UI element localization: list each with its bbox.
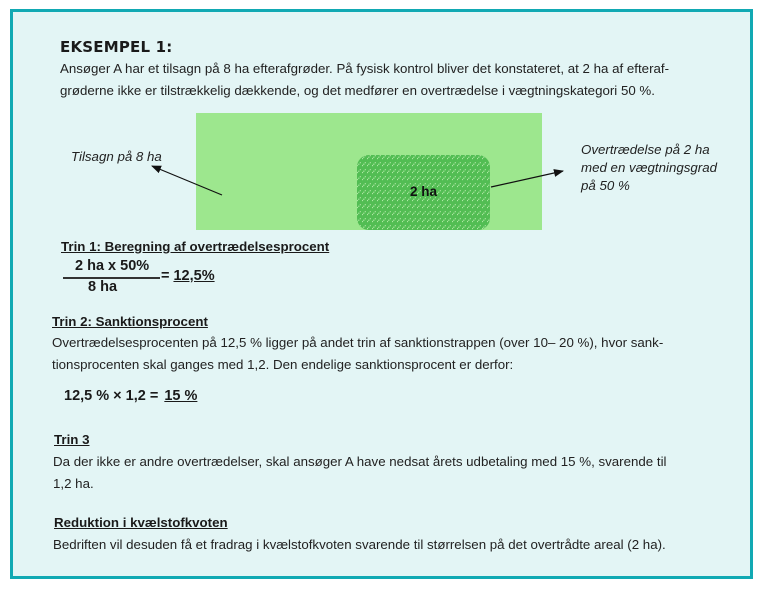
step2-heading: Trin 2: Sanktionsprocent (52, 314, 208, 329)
violation-label-line: Overtrædelse på 2 ha (581, 142, 710, 157)
nitrogen-heading: Reduktion i kvælstofkvoten (54, 515, 228, 530)
fraction-denominator: 8 ha (88, 279, 118, 295)
intro-line: grøderne ikke er tilstrækkelig dækkende, og det medfører en overtrædelse i vægtningskategori 50 %. (60, 83, 655, 98)
step3-line: 1,2 ha. (53, 476, 94, 491)
example-box (10, 9, 753, 579)
violation-label (581, 141, 751, 195)
step2-paragraph (52, 332, 663, 376)
violation-area-label: 2 ha (409, 184, 437, 199)
intro-line: Ansøger A har et tilsagn på 8 ha efterafgrøder. På fysisk kontrol bliver det konstateret, at 2 ha af efteraf- (60, 61, 670, 76)
arrow-to-violation-label (491, 171, 563, 187)
step1-result (161, 268, 215, 284)
step3-heading: Trin 3 (54, 432, 90, 447)
equals-sign: = (161, 268, 170, 284)
fraction-numerator: 2 ha x 50% (75, 258, 150, 274)
step2-result-value: 15 % (164, 388, 198, 404)
step3-line: Da der ikke er andre overtrædelser, skal ansøger A have nedsat årets udbetaling med 15 %, svarende til (53, 454, 667, 469)
step2-line: Overtrædelsesprocenten på 12,5 % ligger på andet trin af sanktionstrappen (over 10– 20 %), hvor sank- (52, 335, 664, 350)
nitrogen-paragraph (53, 534, 666, 556)
field-label: Tilsagn på 8 ha (71, 149, 162, 164)
step1-result-value: 12,5% (173, 268, 215, 284)
violation-label-line: med en vægtningsgrad (581, 160, 718, 175)
step3-paragraph (53, 451, 666, 495)
nitrogen-line: Bedriften vil desuden få et fradrag i kvælstofkvoten svarende til størrelsen på det overtrådte areal (2 ha). (53, 537, 666, 552)
step2-formula: 12,5 % × 1,2 = (64, 388, 159, 404)
violation-label-line: på 50 % (581, 178, 630, 193)
step2-calculation (64, 388, 197, 404)
step1-heading: Trin 1: Beregning af overtrædelsesprocent (61, 239, 330, 254)
step2-line: tionsprocenten skal ganges med 1,2. Den endelige sanktionsprocent er derfor: (52, 357, 514, 372)
arrow-to-field-label (152, 166, 222, 195)
example-title: EKSEMPEL 1: (60, 38, 173, 56)
